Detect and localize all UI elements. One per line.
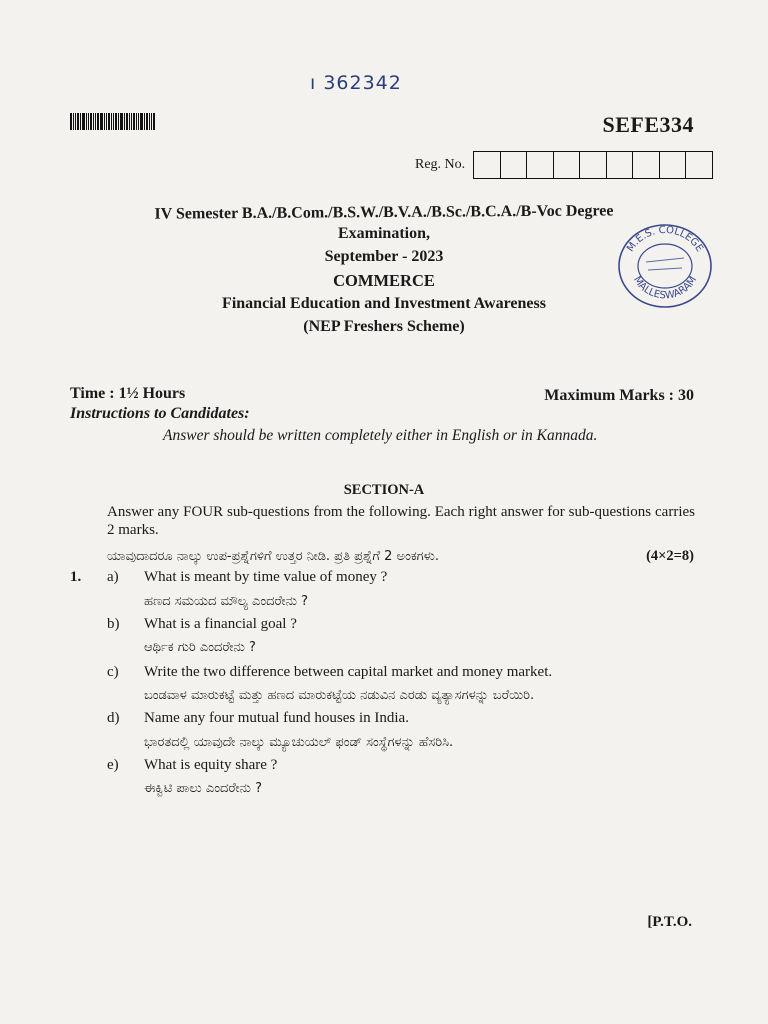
barcode [70, 113, 176, 130]
subquestion-en: What is a financial goal ? [144, 616, 297, 632]
barcode-bar [133, 113, 135, 130]
barcode-bar [151, 113, 152, 130]
maximum-marks: Maximum Marks : 30 [544, 387, 694, 404]
barcode-bar [106, 113, 107, 130]
subquestion-letter: b) [107, 616, 120, 632]
section-instruction-en: Answer any FOUR sub-questions from the following. Each right answer for sub-questions carries 2 marks. [107, 504, 695, 538]
question-number: 1. [70, 569, 82, 585]
reg-box[interactable] [554, 152, 581, 178]
section-heading: SECTION-A [343, 482, 425, 498]
stamp-top-text: M.E.S. COLLEGE [625, 224, 705, 254]
barcode-bar [131, 113, 132, 130]
reg-number-field [415, 151, 713, 179]
barcode-bar [93, 113, 94, 130]
subquestion-en: Write the two difference between capital market and money market. [144, 664, 553, 680]
barcode-bar [97, 113, 99, 130]
barcode-bar [100, 113, 103, 130]
barcode-bar [104, 113, 105, 130]
college-stamp [614, 222, 716, 310]
barcode-bar [80, 113, 81, 130]
barcode-bar [149, 113, 150, 130]
barcode-bar [124, 113, 125, 130]
subquestion-en: Name any four mutual fund houses in India. [144, 710, 409, 726]
barcode-bar [129, 113, 130, 130]
subquestion-letter: a) [107, 569, 119, 585]
barcode-bar [120, 113, 123, 130]
barcode-bar [113, 113, 114, 130]
please-turn-over: [P.T.O. [647, 914, 692, 930]
barcode-bar [118, 113, 119, 130]
exam-date: September - 2023 [324, 248, 444, 265]
subject-name: COMMERCE [333, 271, 435, 290]
barcode-bar [153, 113, 155, 130]
barcode-bar [126, 113, 128, 130]
subquestion-letter: d) [107, 710, 120, 726]
reg-box[interactable] [527, 152, 554, 178]
exam-duration: Time : 1½ Hours [70, 385, 186, 402]
barcode-bar [146, 113, 148, 130]
barcode-bar [136, 113, 137, 130]
marks-note: (4×2=8) [646, 548, 694, 564]
barcode-bar [90, 113, 92, 130]
barcode-bar [138, 113, 139, 130]
barcode-bar [77, 113, 79, 130]
exam-title-line1: IV Semester B.A./B.Com./B.S.W./B.V.A./B.Sc./B.C.A./B-Voc Degree [154, 202, 614, 223]
barcode-bar [108, 113, 110, 130]
exam-title-line2: Examination, [337, 225, 430, 242]
barcode-bar [70, 113, 72, 130]
scheme-name: (NEP Freshers Scheme) [303, 318, 465, 335]
reg-box[interactable] [501, 152, 528, 178]
subquestion-letter: e) [107, 757, 119, 773]
subquestion-kn: ಬಂಡವಾಳ ಮಾರುಕಟ್ಟೆ ಮತ್ತು ಹಣದ ಮಾರುಕಟ್ಟೆಯ ನಡುವಿನ ಎರಡು ವ್ಯತ್ಯಾಸಗಳನ್ನು ಬರೆಯಿರಿ. [144, 688, 535, 703]
reg-box[interactable] [474, 152, 501, 178]
barcode-bar [140, 113, 143, 130]
subquestion-letter: c) [107, 664, 119, 680]
stamp-bottom-text: MALLESWARAM [630, 274, 700, 302]
instructions-heading: Instructions to Candidates: [70, 405, 250, 422]
serial-number: ı 362342 [310, 72, 402, 94]
barcode-bar [115, 113, 117, 130]
barcode-bar [75, 113, 76, 130]
reg-label: Reg. No. [415, 157, 466, 172]
reg-box[interactable] [660, 152, 687, 178]
barcode-bar [111, 113, 112, 130]
barcode-bar [88, 113, 89, 130]
paper-title: Financial Education and Investment Awareness [222, 295, 546, 312]
paper-code: SEFE334 [602, 112, 694, 137]
reg-box[interactable] [633, 152, 660, 178]
reg-box[interactable] [580, 152, 607, 178]
subquestion-en: What is meant by time value of money ? [144, 569, 388, 585]
subquestion-kn: ಆರ್ಥಿಕ ಗುರಿ ಎಂದರೇನು ? [144, 640, 256, 655]
reg-box[interactable] [607, 152, 634, 178]
subquestion-kn: ಈಕ್ವಿಟಿ ಪಾಲು ಎಂದರೇನು ? [144, 781, 262, 796]
reg-boxes [473, 151, 713, 179]
reg-box[interactable] [686, 152, 712, 178]
barcode-bar [73, 113, 74, 130]
subquestion-en: What is equity share ? [144, 757, 278, 773]
barcode-bar [82, 113, 85, 130]
barcode-bar [86, 113, 87, 130]
subquestion-kn: ಭಾರತದಲ್ಲಿ ಯಾವುದೇ ನಾಲ್ಕು ಮ್ಯೂಚುಯಲ್ ಫಂಡ್ ಸಂಸ್ಥೆಗಳನ್ನು ಹೆಸರಿಸಿ. [144, 735, 454, 750]
barcode-bar [144, 113, 145, 130]
subquestion-kn: ಹಣದ ಸಮಯದ ಮೌಲ್ಯ ಎಂದರೇನು ? [144, 594, 309, 609]
instructions-text: Answer should be written completely either in English or in Kannada. [163, 427, 598, 444]
barcode-bar [95, 113, 96, 130]
section-instruction-kn: ಯಾವುದಾದರೂ ನಾಲ್ಕು ಉಪ-ಪ್ರಶ್ನೆಗಳಿಗೆ ಉತ್ತರ ನೀಡಿ. ಪ್ರತಿ ಪ್ರಶ್ನೆಗೆ 2 ಅಂಕಗಳು. [107, 549, 440, 564]
